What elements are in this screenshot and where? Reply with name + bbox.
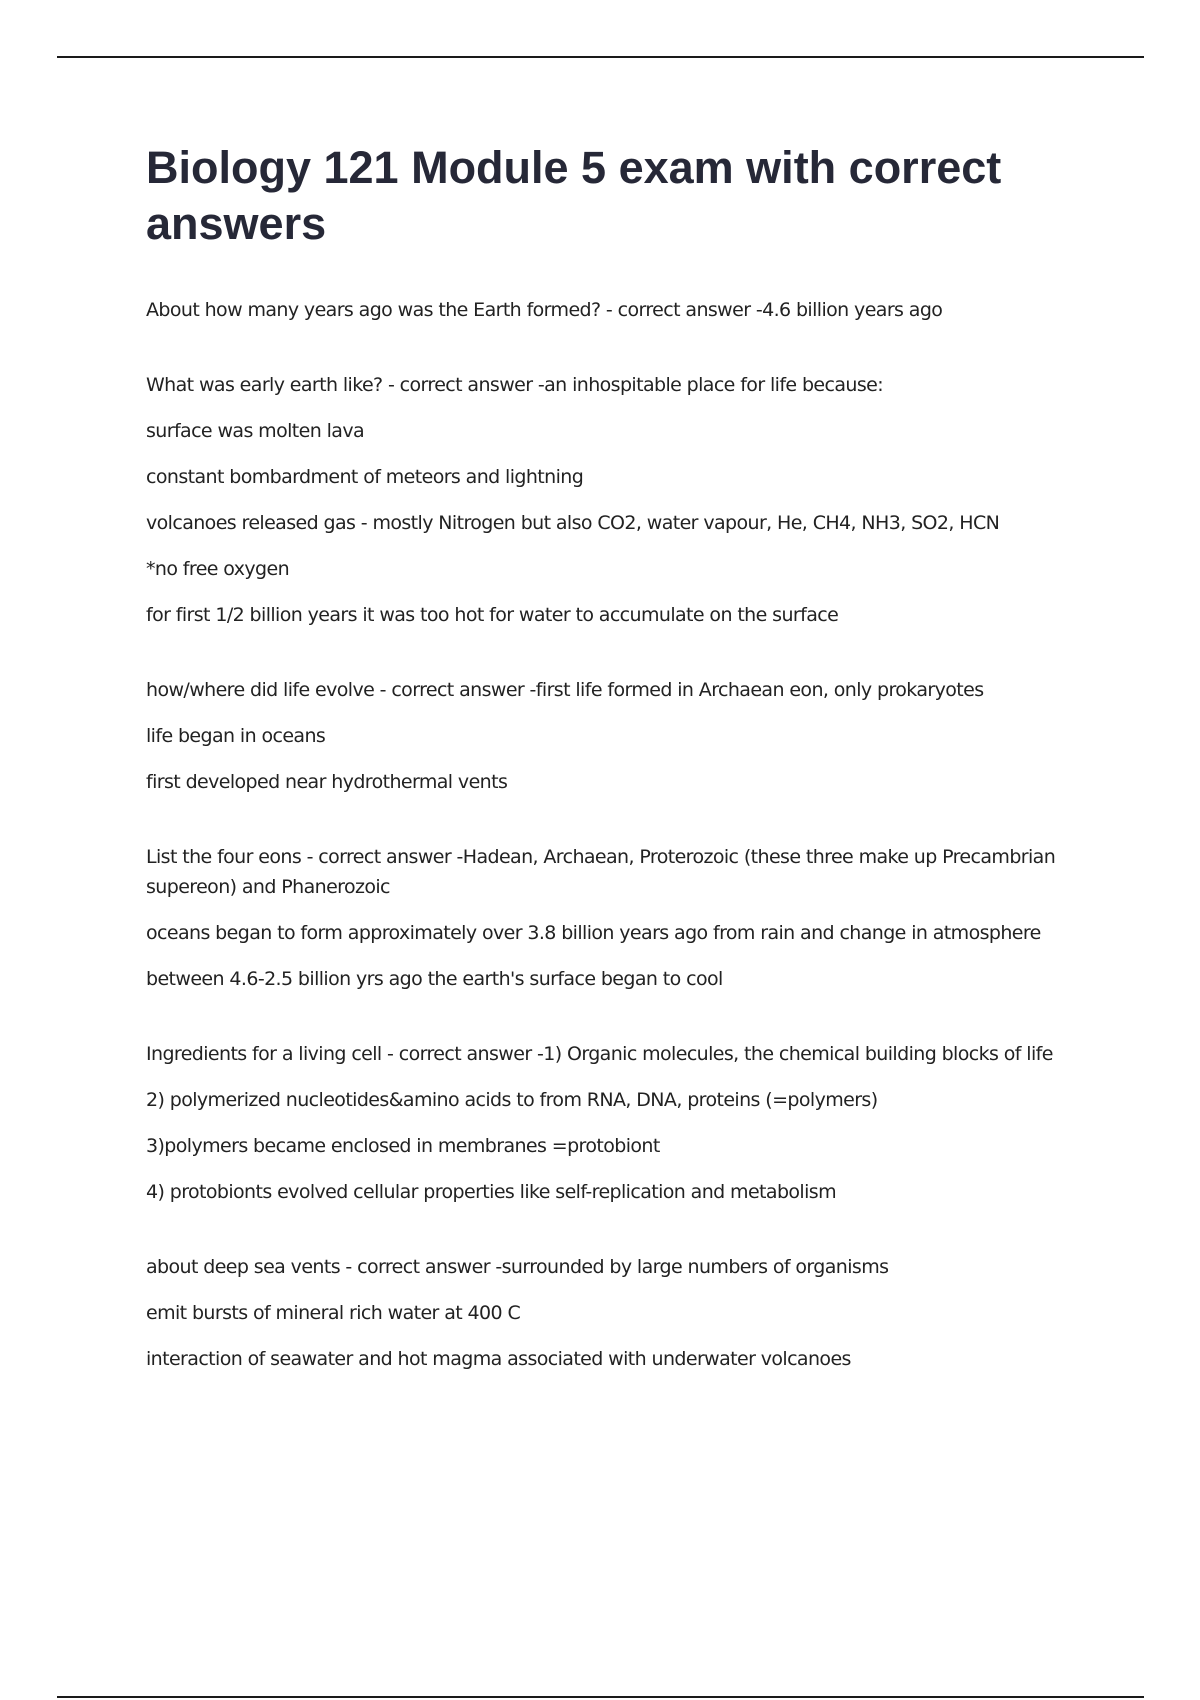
document-page	[146, 140, 1096, 1419]
qa-line: about deep sea vents - correct answer -surrounded by large numbers of organisms	[146, 1256, 889, 1278]
qa-line: 2) polymerized nucleotides&amino acids to from RNA, DNA, proteins (=polymers)	[146, 1089, 878, 1111]
qa-entry	[146, 1252, 1096, 1374]
qa-line: List the four eons - correct answer -Hadean, Archaean, Proterozoic (these three make up Precambrian supereon) and Phanerozoic	[146, 846, 1056, 898]
qa-line: 4) protobionts evolved cellular properties like self-replication and metabolism	[146, 1181, 837, 1203]
qa-line: how/where did life evolve - correct answer -first life formed in Archaean eon, only prokaryotes	[146, 679, 984, 701]
qa-line: What was early earth like? - correct answer -an inhospitable place for life because:	[146, 374, 884, 396]
qa-line: About how many years ago was the Earth formed? - correct answer -4.6 billion years ago	[146, 299, 943, 321]
qa-entry	[146, 1039, 1096, 1207]
top-divider	[57, 56, 1144, 58]
qa-entry	[146, 295, 1096, 325]
qa-line: emit bursts of mineral rich water at 400 C	[146, 1302, 521, 1324]
qa-line: 3)polymers became enclosed in membranes =protobiont	[146, 1135, 660, 1157]
bottom-divider	[57, 1696, 1144, 1698]
qa-line: for first 1/2 billion years it was too hot for water to accumulate on the surface	[146, 604, 839, 626]
qa-line: constant bombardment of meteors and lightning	[146, 466, 584, 488]
qa-entry	[146, 675, 1096, 797]
qa-line: interaction of seawater and hot magma associated with underwater volcanoes	[146, 1348, 851, 1370]
qa-line: Ingredients for a living cell - correct answer -1) Organic molecules, the chemical building blocks of life	[146, 1043, 1053, 1065]
qa-entry	[146, 842, 1096, 994]
qa-line: first developed near hydrothermal vents	[146, 771, 508, 793]
qa-list	[146, 295, 1096, 1374]
qa-entry	[146, 370, 1096, 630]
qa-line: oceans began to form approximately over 3.8 billion years ago from rain and change in atmosphere	[146, 922, 1041, 944]
page-title: Biology 121 Module 5 exam with correct answers	[146, 142, 1002, 249]
qa-line: volcanoes released gas - mostly Nitrogen but also CO2, water vapour, He, CH4, NH3, SO2, HCN	[146, 512, 1000, 534]
qa-line: life began in oceans	[146, 725, 326, 747]
qa-line: surface was molten lava	[146, 420, 365, 442]
qa-line: *no free oxygen	[146, 558, 290, 580]
qa-line: between 4.6-2.5 billion yrs ago the earth's surface began to cool	[146, 968, 723, 990]
